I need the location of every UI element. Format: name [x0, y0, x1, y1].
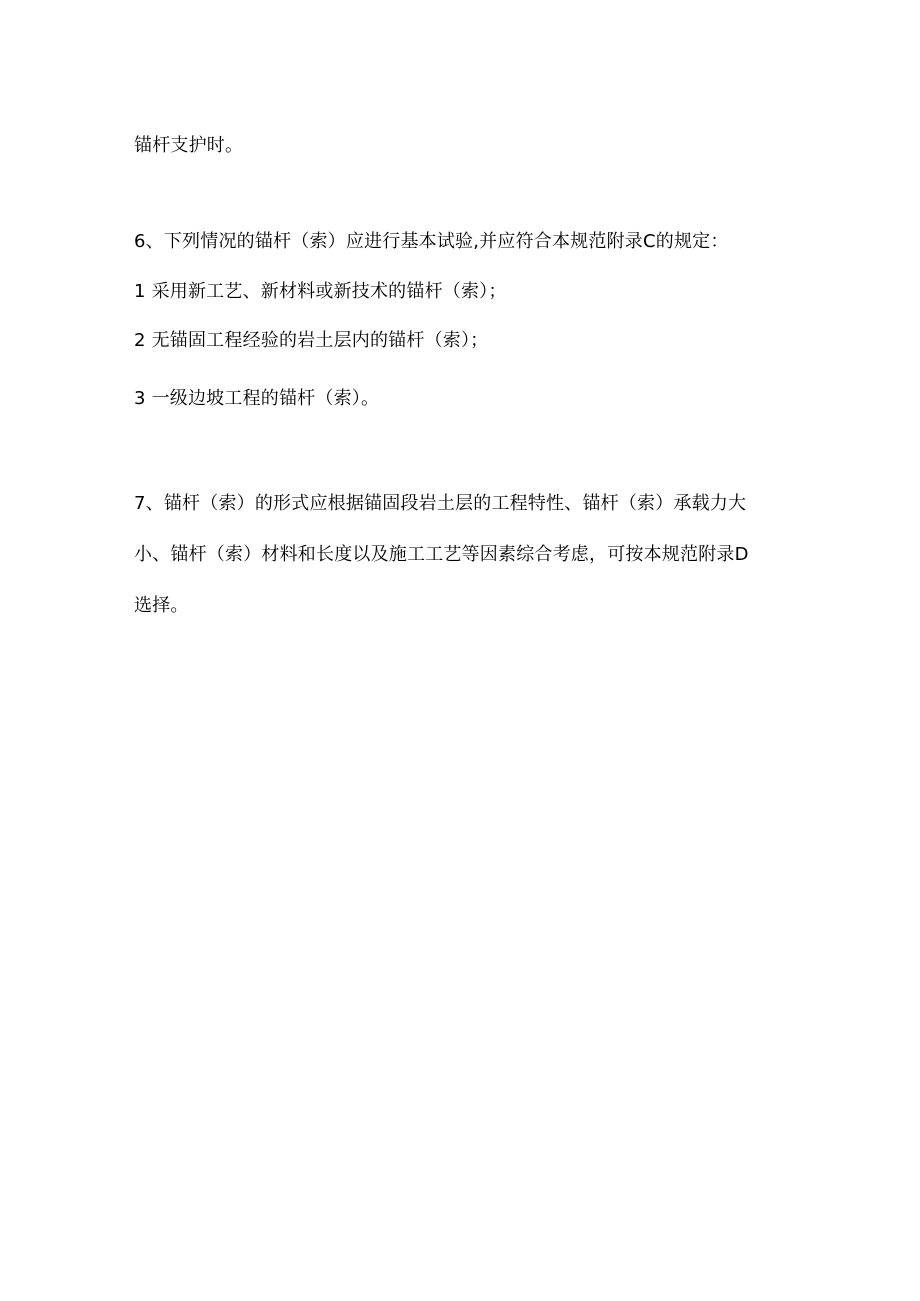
clause-6-item-3: 3 一级边坡工程的锚杆（索）。: [134, 388, 380, 409]
clause-6-item-2: 2 无锚固工程经验的岩土层内的锚杆（索）；: [134, 330, 489, 351]
clause-6-heading: 6、下列情况的锚杆（索）应进行基本试验,并应符合本规范附录C的规定：: [134, 231, 729, 252]
clause-7-line-3: 选择。: [134, 595, 189, 616]
clause-6-item-1: 1 采用新工艺、新材料或新技术的锚杆（索）；: [134, 281, 507, 302]
clause-7-line-2: 小、锚杆（索）材料和长度以及施工工艺等因素综合考虑，可按本规范附录D: [134, 544, 749, 565]
paragraph-continuation: 锚杆支护时。: [134, 135, 244, 156]
clause-7-line-1: 7、锚杆（索）的形式应根据锚固段岩土层的工程特性、锚杆（索）承载力大: [134, 493, 747, 514]
